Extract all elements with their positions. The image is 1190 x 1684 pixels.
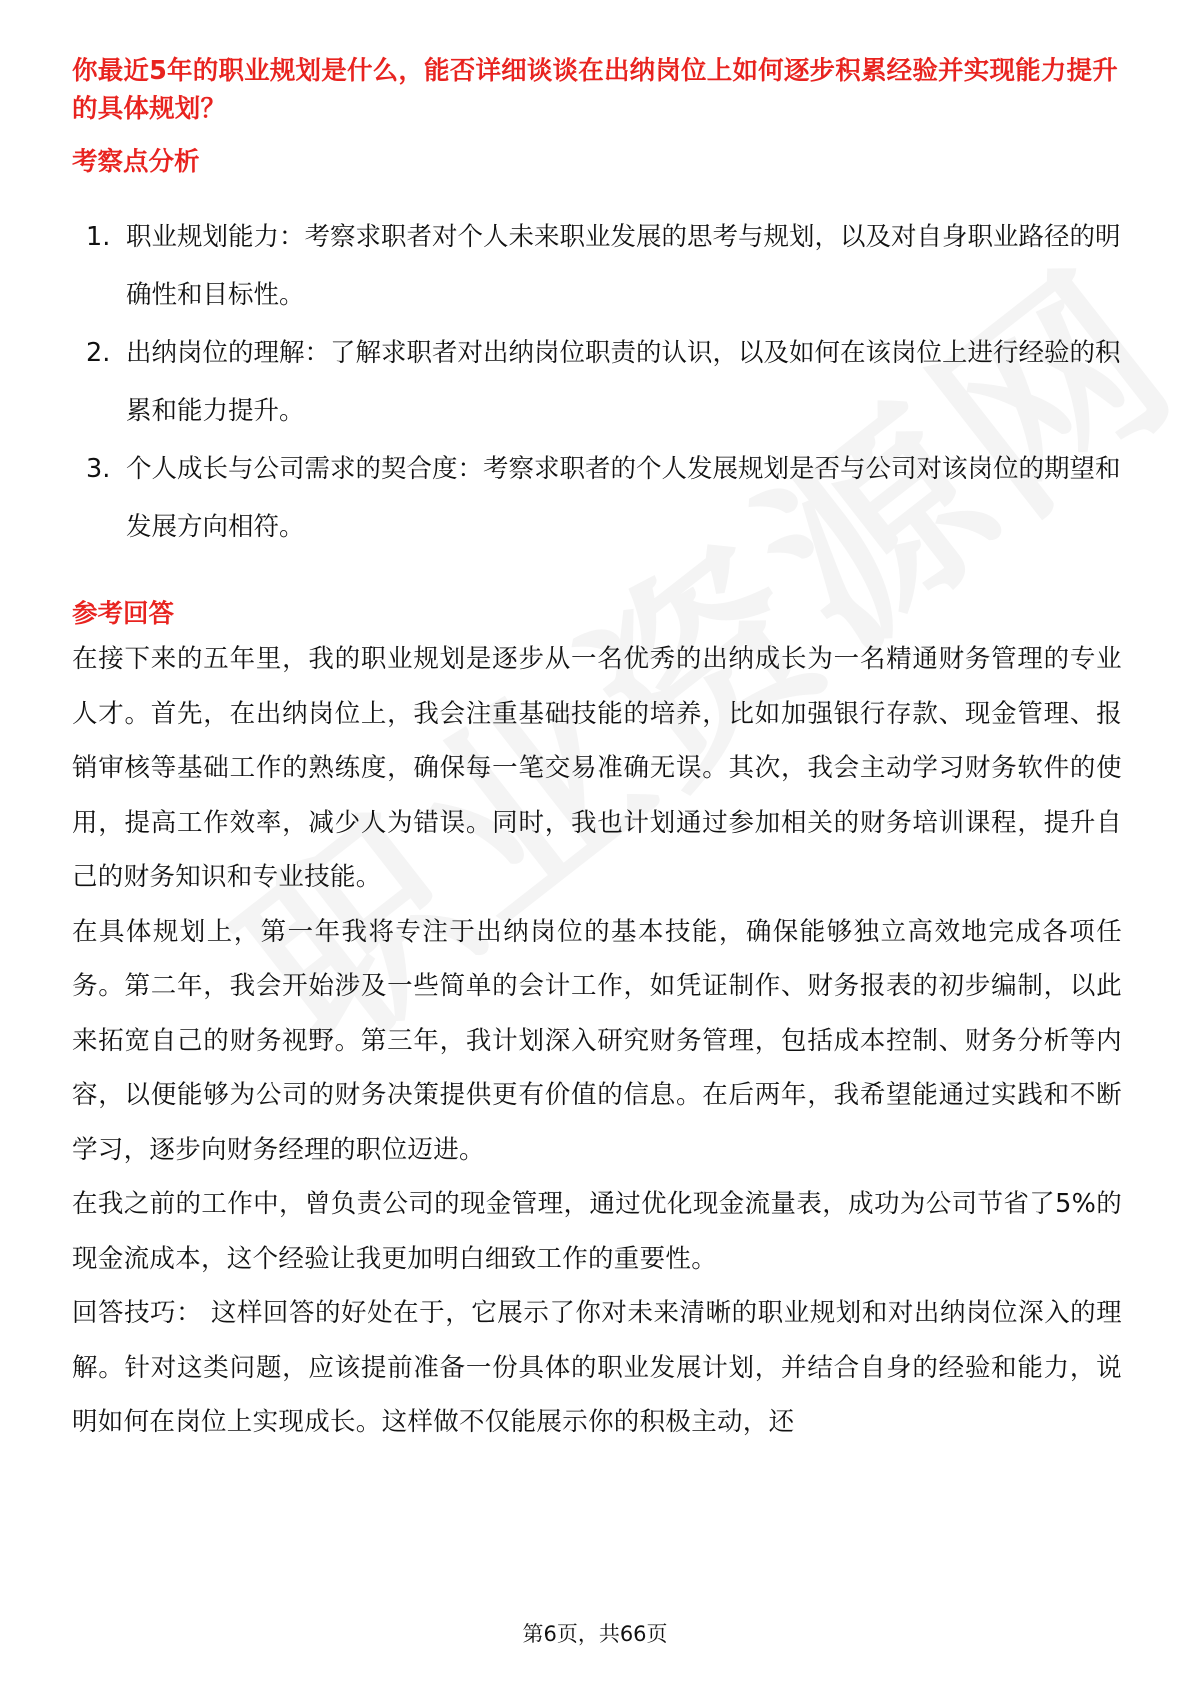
reference-heading: 参考回答 [72, 599, 175, 629]
page-number: 第6页，共66页 [522, 1622, 668, 1646]
analysis-list [72, 208, 1122, 556]
list-item [72, 324, 1122, 440]
answer-paragraph: 在接下来的五年里，我的职业规划是逐步从一名优秀的出纳成长为一名精通财务管理的专业人才。首先，在出纳岗位上，我会注重基础技能的培养，比如加强银行存款、现金管理、报销审核等基础工作的熟练度，确保每一笔交易准确无误。其次，我会主动学习财务软件的使用，提高工作效率，减少人为错误。同时，我也计划通过参加相关的财务培训课程，提升自己的财务知识和专业技能。 [72, 644, 1122, 892]
answer-paragraph: 在我之前的工作中，曾负责公司的现金管理，通过优化现金流量表，成功为公司节省了5%的现金流成本，这个经验让我更加明白细致工作的重要性。 [72, 1189, 1122, 1274]
page-content [72, 52, 1122, 1450]
list-item-text: 个人成长与公司需求的契合度：考察求职者的个人发展规划是否与公司对该岗位的期望和发展方向相符。 [126, 454, 1121, 542]
answer-paragraph: 在具体规划上，第一年我将专注于出纳岗位的基本技能，确保能够独立高效地完成各项任务。第二年，我会开始涉及一些简单的会计工作，如凭证制作、财务报表的初步编制，以此来拓宽自己的财务视野。第三年，我计划深入研究财务管理，包括成本控制、财务分析等内容，以便能够为公司的财务决策提供更有价值的信息。在后两年，我希望能通过实践和不断学习，逐步向财务经理的职位迈进。 [72, 916, 1122, 1165]
list-item [72, 440, 1122, 556]
list-item-number: 1. [86, 222, 111, 252]
tips-paragraph: 回答技巧： 这样回答的好处在于，它展示了你对未来清晰的职业规划和对出纳岗位深入的理解。针对这类问题，应该提前准备一份具体的职业发展计划，并结合自身的经验和能力，说明如何在岗位上实现成长。这样做不仅能展示你的积极主动，还 [72, 1298, 1122, 1437]
list-item-number: 3. [86, 454, 111, 484]
list-item-text: 职业规划能力：考察求职者对个人未来职业发展的思考与规划，以及对自身职业路径的明确性和目标性。 [126, 222, 1121, 310]
analysis-heading: 考察点分析 [72, 147, 200, 177]
list-item-number: 2. [86, 338, 111, 368]
question-title: 你最近5年的职业规划是什么，能否详细谈谈在出纳岗位上如何逐步积累经验并实现能力提升的具体规划？ [72, 56, 1118, 124]
list-item [72, 208, 1122, 324]
list-item-text: 出纳岗位的理解：了解求职者对出纳岗位职责的认识，以及如何在该岗位上进行经验的积累和能力提升。 [126, 338, 1121, 426]
